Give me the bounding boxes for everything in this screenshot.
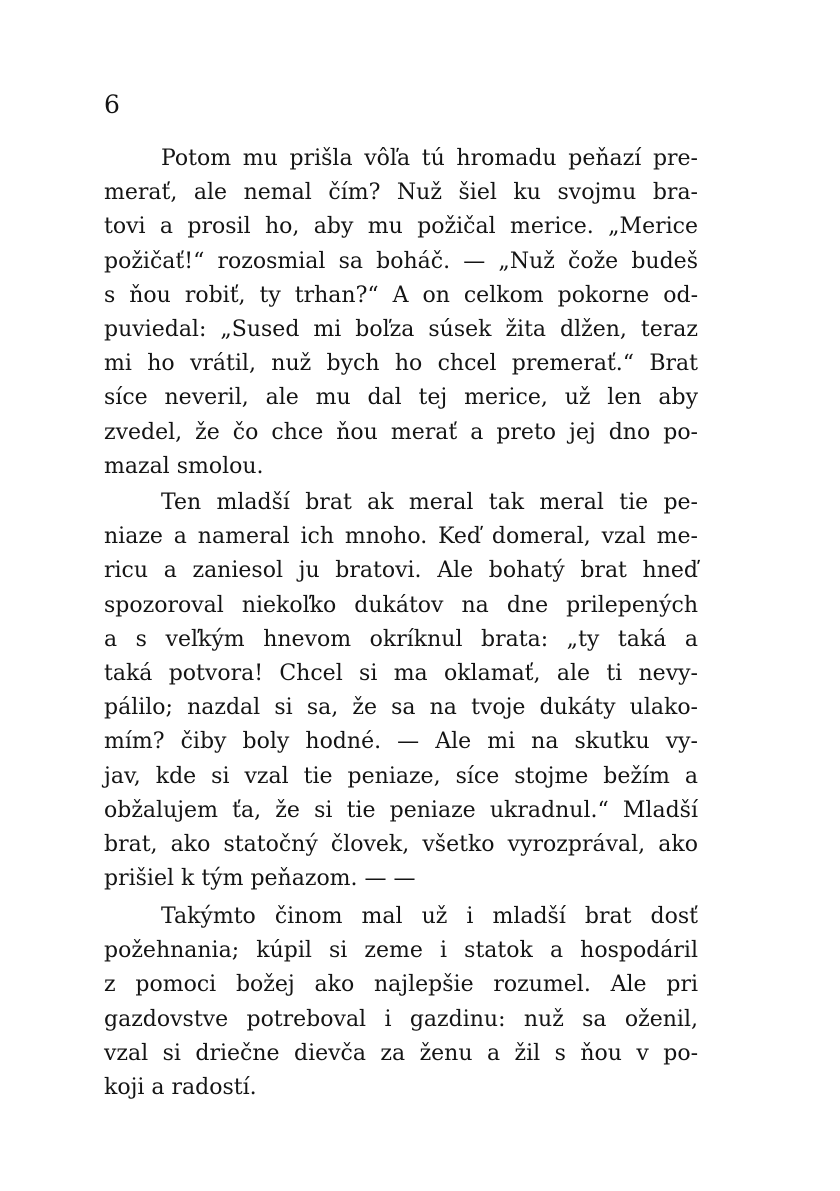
text-line: Potom mu prišla vôľa tú hromadu peňazí pre- [161,146,698,171]
text-line: tovi a prosil ho, aby mu požičal merice. „Merice [104,214,698,240]
text-line: a s veľkým hnevom okríknul brata: „ty taká a [104,626,698,652]
paragraph-1 [104,142,698,484]
text-line: puviedal: „Sused mi boľza súsek žita dlžen, teraz [104,316,698,342]
text-line: niaze a nameral ich mnoho. Keď domeral, vzal me- [104,524,698,550]
text-line: brat, ako statočný človek, všetko vyrozprával, ako [104,831,698,857]
text-line: požičať!“ rozosmial sa boháč. — „Nuž čože budeš [104,248,698,274]
text-line: jav, kde si vzal tie peniaze, síce stojme bežím a [104,763,698,789]
text-line: Takýmto činom mal už i mladší brat dosť [161,904,698,929]
text-line: mím? čiby boly hodné. — Ale mi na skutku vy- [104,729,698,755]
text-line: mi ho vrátil, nuž bych ho chcel premerať.“ Brat [104,351,698,377]
text-line: ricu a zaniesol ju bratovi. Ale bohatý brat hneď [104,558,698,584]
text-line: vzal si driečne dievča za ženu a žil s ňou v po- [104,1040,698,1066]
text-line: požehnania; kúpil si zeme i statok a hospodáril [104,938,698,964]
text-line: z pomoci božej ako najlepšie rozumel. Ale pri [104,972,698,998]
text-line: síce neveril, ale mu dal tej merice, už len aby [104,385,698,411]
text-line: prišiel k tým peňazom. — — [104,866,416,892]
text-line: gazdovstve potreboval i gazdinu: nuž sa oženil, [104,1006,698,1032]
text-line: spozoroval niekoľko dukátov na dne prilepených [104,592,698,618]
paragraph-3 [104,900,698,1105]
text-line: pálilo; nazdal si sa, že sa na tvoje dukáty ulako- [104,695,698,721]
text-line: Ten mladší brat ak meral tak meral tie pe- [161,490,698,515]
text-line: zvedel, že čo chce ňou merať a preto jej dno po- [104,419,698,445]
paragraph-2 [104,486,698,896]
text-line: mazal smolou. [104,453,264,479]
text-line: koji a radostí. [104,1074,257,1100]
page-number: 6 [104,90,120,119]
text-line: s ňou robiť, ty trhan?“ A on celkom pokorne od- [104,282,698,308]
text-line: taká potvora! Chcel si ma oklamať, ale ti nevy- [104,660,698,686]
text-line: merať, ale nemal čím? Nuž šiel ku svojmu bra- [104,180,698,206]
text-line: obžalujem ťa, že si tie peniaze ukradnul.“ Mladší [104,797,698,823]
